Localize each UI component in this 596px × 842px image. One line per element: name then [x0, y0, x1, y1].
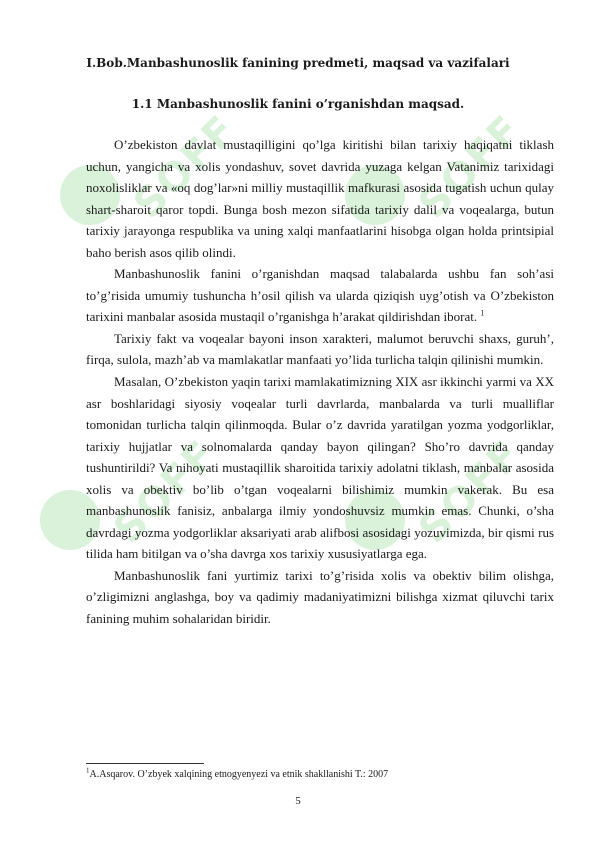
paragraph-2 [86, 263, 554, 328]
page-number: 5 [295, 795, 301, 807]
footnote [86, 766, 554, 781]
paragraph-2-text: Manbashunoslik fanini o’rganishdan maqsad talabalarda ushbu fan soh’asi to’g’risida umumiy tushuncha h’osil qilish va ularda qiziqish uyg’otish va O’zbekiston tarixini manbalar asosida mustaqil o’rganishga h’arakat qildirishdan iborat. [86, 266, 554, 325]
footnote-text: A.Asqarov. O’zbyek xalqining etnogyenyezi va etnik shakllanishi T.: 2007 [89, 769, 389, 780]
section-title: 1.1 Manbashunoslik fanini o’rganishdan maqsad. [131, 97, 465, 111]
watermark-text: SOFF [105, 431, 227, 553]
footnote-reference[interactable]: 1 [480, 309, 485, 319]
footnote-marker: 1 [86, 766, 90, 775]
paragraph-4: Masalan, O’zbekiston yaqin tarixi mamlakatimizning XIX asr ikkinchi yarmi va XX asr boshlaridagi siyosiy voqealar turli davrlarda, manbalarda va turli mualliflar tomonidan turlicha talqin qilinmoqda. Bular o’z davrida yaratilgan yozma yodgorliklar, tarixiy hujjatlar va solnomalarda qanday bayon qilingan? Sho’ro davrida qanday tushuntirildi? Va nihoyati mustaqillik sharoitida tarixiy adolatni tiklash, manbalar asosida xolis va obektiv bo’lib o’tgan voqealarni bilishimiz mumkin vakerak. Bu esa manbashunoslik fanisiz, anbalarga ilmiy yondoshuvsiz mumkin emas. Chunki, o’sha davrdagi yozma yodgorliklar aksariyati arab alifbosi asosidagi yozuvimizda, bir qismi rus tilida ham bitilgan va o’sha davrga xos tarixiy xususiyatlarga ega. [86, 374, 554, 562]
watermark-text: SOFF [410, 106, 532, 228]
watermark-text: SOFF [410, 431, 532, 553]
footnote-divider [86, 763, 204, 764]
paragraph-3: Tarixiy fakt va voqealar bayoni inson xarakteri, malumot beruvchi shaxs, guruh’, firqa, sulola, mazh’ab va mamlakatlar manfaati yo’lida turlicha talqin qilinishi mumkin. [86, 330, 554, 368]
watermark-text: SOFF [125, 106, 247, 228]
paragraph-1: O’zbekiston davlat mustaqilligini qo’lga kiritishi bilan tarixiy haqiqatni tiklash uchun, yangicha va xolis yondashuv, sovet davrida yuzaga kelgan Vatanimiz tarixidagi noxolisliklar va «oq dog’lar»ni milliy mustaqillik mafkurasi asosida tugatish uchun qulay shart-sharoit qaror topdi. Bunga bosh mezon sifatida tarixiy dalil va voqealarga, butun tarixiy jarayonga respublika va uning xalqi manfaatlarini hisobga olgan holda printsipial baho berish asos qilib olindi. [86, 137, 554, 260]
body-text [86, 134, 554, 630]
paragraph-5: Manbashunoslik fani yurtimiz tarixi to’g’risida xolis va obektiv bilim olishga, o’zligimizni anglashga, boy va qadimiy madaniyatimizni bilishga xizmat qiluvchi tarix fanining muhim sohalaridan biridir. [86, 567, 554, 627]
chapter-title: I.Bob.Manbashunoslik fanining predmeti, maqsad va vazifalari [86, 56, 510, 70]
